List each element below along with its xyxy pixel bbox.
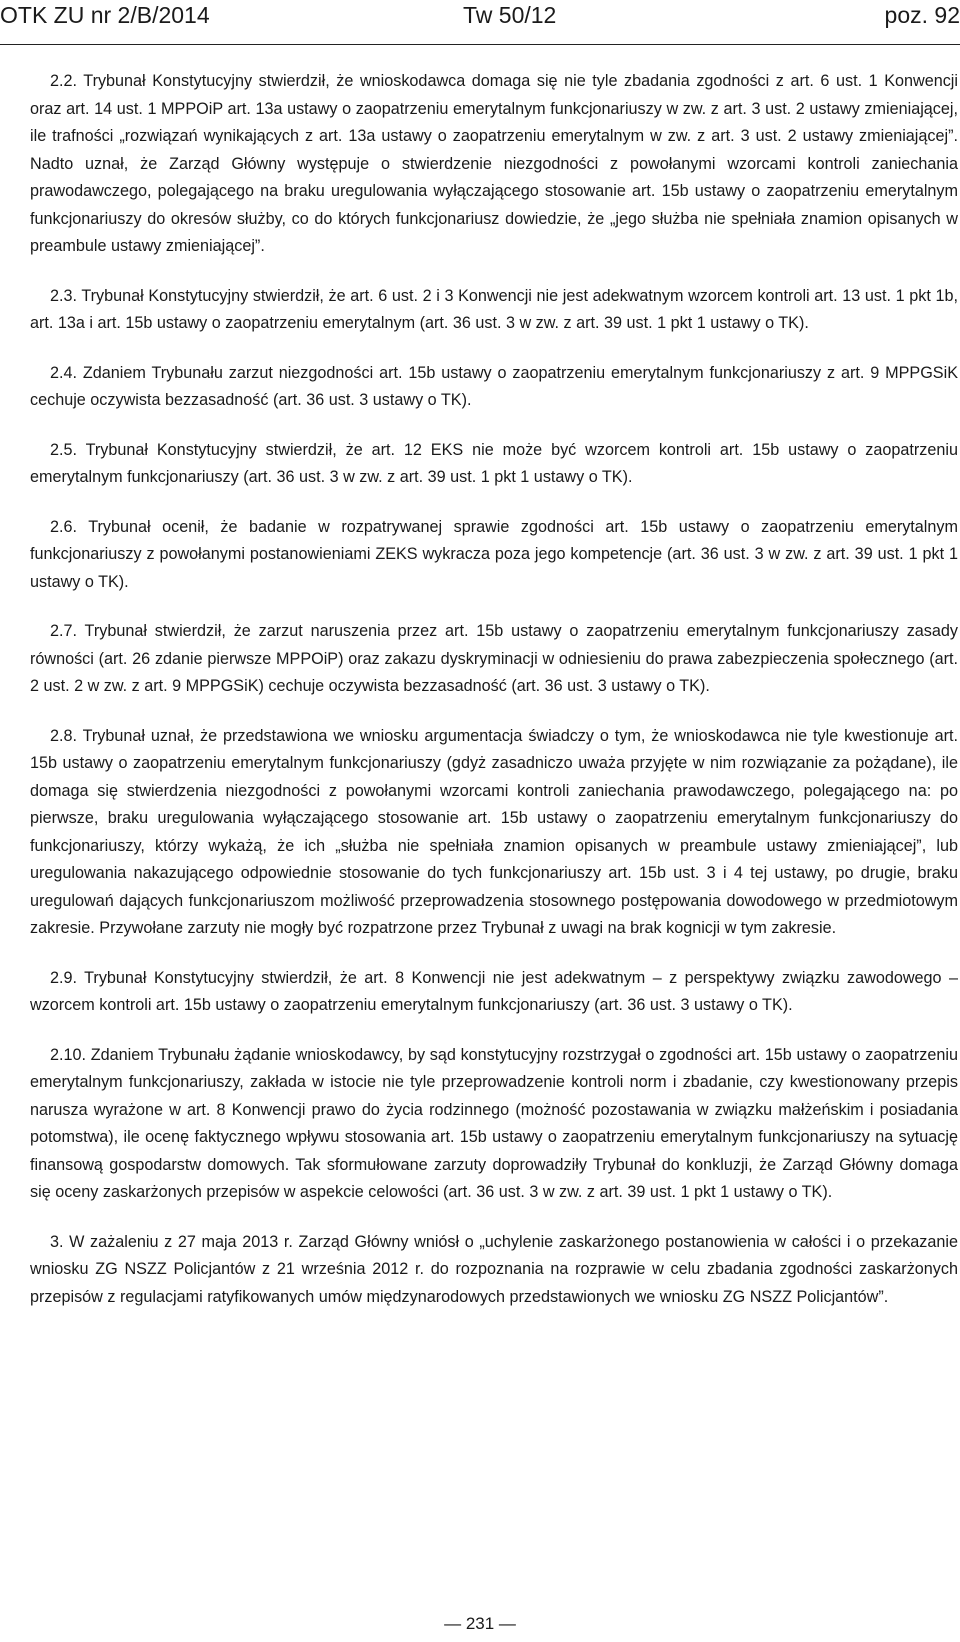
document-body xyxy=(30,68,958,1311)
paragraph-2-4: 2.4. Zdaniem Trybunału zarzut niezgodności art. 15b ustawy o zaopatrzeniu emerytalnym funkcjonariuszy z art. 9 MPPGSiK cechuje oczywista bezzasadność (art. 36 ust. 3 ustawy o TK). xyxy=(30,363,958,409)
page-number: — 231 — xyxy=(444,1614,516,1633)
paragraph-2-8: 2.8. Trybunał uznał, że przedstawiona we wniosku argumentacja świadczy o tym, że wnioskodawca nie tyle kwestionuje art. 15b ustawy o zaopatrzeniu emerytalnym funkcjonariuszy (gdyż zasadniczo uważa przyjęte w nim rozwiązanie za pożądane), ile domaga się stwierdzenia niezgodności z powołanymi wzorcami kontroli zaniechania prawodawczego, polegającego na: po pierwsze, braku uregulowania wyłączającego stosowanie art. 15b ustawy o zaopatrzeniu emerytalnym funkcjonariuszy do funkcjonariuszy, którzy wykażą, że ich „służba nie spełniała znamion opisanych w preambule ustawy zmieniającej”, lub uregulowania nakazującego odpowiednie stosowanie do tych funkcjonariuszy art. 15b ust. 3 i 4 tej ustawy, po drugie, braku uregulowań dających funkcjonariuszom możliwość przeprowadzenia stosownego postępowania dowodowego w przedmiotowym zakresie. Przywołane zarzuty nie mogły być rozpatrzone przez Trybunał z uwagi na brak kognicji w tym zakresie. xyxy=(30,726,958,937)
paragraph-2-6: 2.6. Trybunał ocenił, że badanie w rozpatrywanej sprawie zgodności art. 15b ustawy o zaopatrzeniu emerytalnym funkcjonariuszy z powołanymi postanowieniami ZEKS wykracza poza jego kompetencje (art. 36 ust. 3 w zw. z art. 39 ust. 1 pkt 1 ustawy o TK). xyxy=(30,517,958,591)
paragraph-2-3: 2.3. Trybunał Konstytucyjny stwierdził, że art. 6 ust. 2 i 3 Konwencji nie jest adekwatnym wzorcem kontroli art. 13 ust. 1 pkt 1b, art. 13a i art. 15b ustawy o zaopatrzeniu emerytalnym (art. 36 ust. 3 w zw. z art. 39 ust. 1 pkt 1 ustawy o TK). xyxy=(30,286,958,332)
paragraph-2-9: 2.9. Trybunał Konstytucyjny stwierdził, że art. 8 Konwencji nie jest adekwatnym – z perspektywy związku zawodowego – wzorcem kontroli art. 15b ustawy o zaopatrzeniu emerytalnym funkcjonariuszy (art. 36 ust. 3 ustawy o TK). xyxy=(30,968,958,1014)
item-position: poz. 92 xyxy=(884,2,960,28)
paragraph-2-7: 2.7. Trybunał stwierdził, że zarzut naruszenia przez art. 15b ustawy o zaopatrzeniu emerytalnym funkcjonariuszy zasady równości (art. 26 zdanie pierwsze MPPOiP) oraz zakazu dyskryminacji w odniesieniu do prawa zabezpieczenia społecznego (art. 2 ust. 2 w zw. z art. 9 MPPGSiK) cechuje oczywista bezzasadność (art. 36 ust. 3 ustawy o TK). xyxy=(30,622,958,695)
paragraph-2-10: 2.10. Zdaniem Trybunału żądanie wnioskodawcy, by sąd konstytucyjny rozstrzygał o zgodności art. 15b ustawy o zaopatrzeniu emerytalnym funkcjonariuszy, zakłada w istocie nie tyle przeprowadzenie kontroli norm i zbadanie, czy kwestionowany przepis narusza wyrażone w art. 8 Konwencji prawo do życia rodzinnego (możność pozostawania w związku małżeńskim i posiadania potomstwa), ile ocenę faktycznego wpływu stosowania art. 15b ustawy o zaopatrzeniu emerytalnym funkcjonariuszy na sytuację finansową gospodarstw domowych. Tak sformułowane zarzuty doprowadziły Trybunał do konkluzji, że Zarząd Główny domaga się oceny zaskarżonych przepisów w aspekcie celowości (art. 36 ust. 3 w zw. z art. 39 ust. 1 pkt 1 ustawy o TK). xyxy=(30,1045,958,1201)
paragraph-3: 3. W zażaleniu z 27 maja 2013 r. Zarząd Główny wniósł o „uchylenie zaskarżonego postanowienia w całości i o przekazanie wniosku ZG NSZZ Policjantów z 21 września 2012 r. do rozpoznania na rozprawie w celu zbadania zgodności zaskarżonych przepisów z regulacjami ratyfikowanych umów międzynarodowych przedstawionych we wniosku ZG NSZZ Policjantów”. xyxy=(30,1232,958,1306)
paragraph-2-2: 2.2. Trybunał Konstytucyjny stwierdził, że wnioskodawca domaga się nie tyle zbadania zgodności z art. 6 ust. 1 Konwencji oraz art. 14 ust. 1 MPPOiP art. 13a ustawy o zaopatrzeniu emerytalnym funkcjonariuszy w zw. z art. 3 ust. 2 ustawy zmieniającej, ile trafności „rozwiązań wynikających z art. 13a ustawy o zaopatrzeniu emerytalnym w zw. z art. 3 ust. 2 ustawy zmieniającej”. Nadto uznał, że Zarząd Główny występuje o stwierdzenie niezgodności z powołanymi wzorcami kontroli zaniechania prawodawczego, polegającego na braku uregulowania wyłączającego stosowanie art. 15b ustawy o zaopatrzeniu emerytalnym funkcjonariuszy do okresów służby, co do których funkcjonariusz dowiedzie, że „jego służba nie spełniała znamion opisanych w preambule ustawy zmieniającej”. xyxy=(30,72,958,255)
page-header xyxy=(0,0,960,45)
paragraph-2-5: 2.5. Trybunał Konstytucyjny stwierdził, że art. 12 EKS nie może być wzorcem kontroli art. 15b ustawy o zaopatrzeniu emerytalnym funkcjonariuszy (art. 36 ust. 3 w zw. z art. 39 ust. 1 pkt 1 ustawy o TK). xyxy=(30,440,958,486)
case-signature: Tw 50/12 xyxy=(463,2,557,28)
journal-reference: OTK ZU nr 2/B/2014 xyxy=(0,2,210,28)
